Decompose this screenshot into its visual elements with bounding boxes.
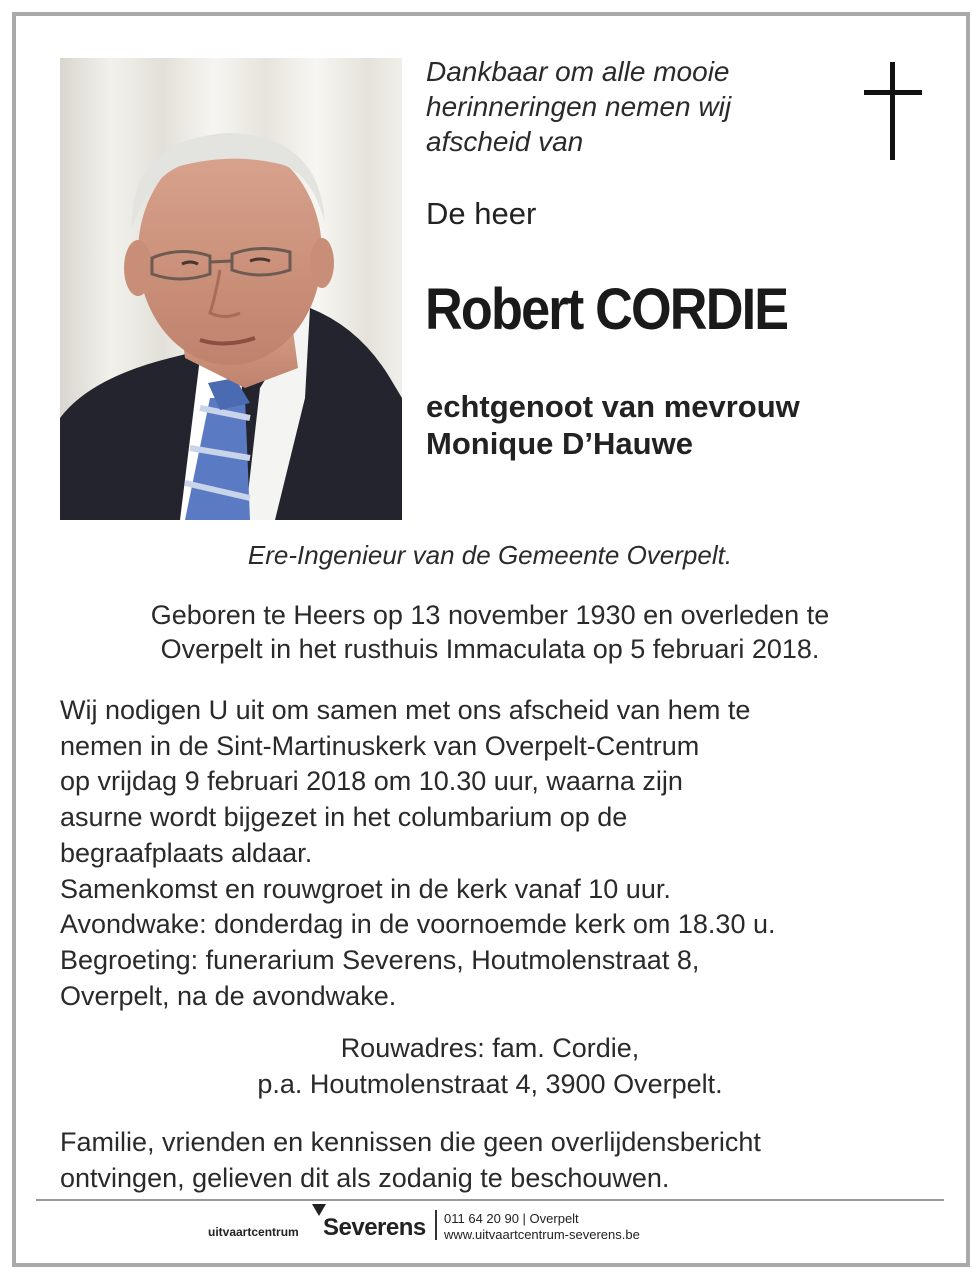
footer-phone: 011 64 20 90 | Overpelt [444,1211,579,1226]
footer-separator [435,1210,437,1240]
honorary-title: Ere-Ingenieur van de Gemeente Overpelt. [247,540,733,570]
birth-death-info: Geboren te Heers op 13 november 1930 en overleden te Overpelt in het rusthuis Immaculata op 5 februari 2018. [150,600,830,664]
footer-brand: Severens [323,1214,426,1241]
deceased-name: Robert CORDIE [425,277,788,342]
footer-website[interactable]: www.uitvaartcentrum-severens.be [444,1227,640,1242]
salutation: De heer [426,196,537,231]
spouse-info: echtgenoot van mevrouw Monique D’Hauwe [426,389,800,461]
footer-contact [444,1211,640,1243]
footer-prefix: uitvaartcentrum [208,1225,299,1239]
footer-divider [36,1199,944,1201]
portrait-photo [60,58,402,520]
cross-icon [864,62,922,160]
mourning-address: Rouwadres: fam. Cordie, p.a. Houtmolenstraat 4, 3900 Overpelt. [257,1033,723,1099]
closing-note: Familie, vrienden en kennissen die geen overlijdensbericht ontvingen, gelieven dit als zodanig te beschouwen. [60,1127,761,1193]
ceremony-details: Wij nodigen U uit om samen met ons afscheid van hem te nemen in de Sint-Martinuskerk van Overpelt-Centrum op vrijdag 9 februari 2018 om 10.30 uur, waarna zijn asurne wordt bijgezet in het columbarium op de begraafplaats aldaar. Samenkomst en rouwgroet in de kerk vanaf 10 uur. Avondwake: donderdag in de voornoemde kerk om 18.30 u. Begroeting: funerarium Severens, Houtmolenstraat 8, Overpelt, na de avondwake. [60,695,776,1011]
intro-text: Dankbaar om alle mooie herinneringen nemen wij afscheid van [426,56,732,157]
